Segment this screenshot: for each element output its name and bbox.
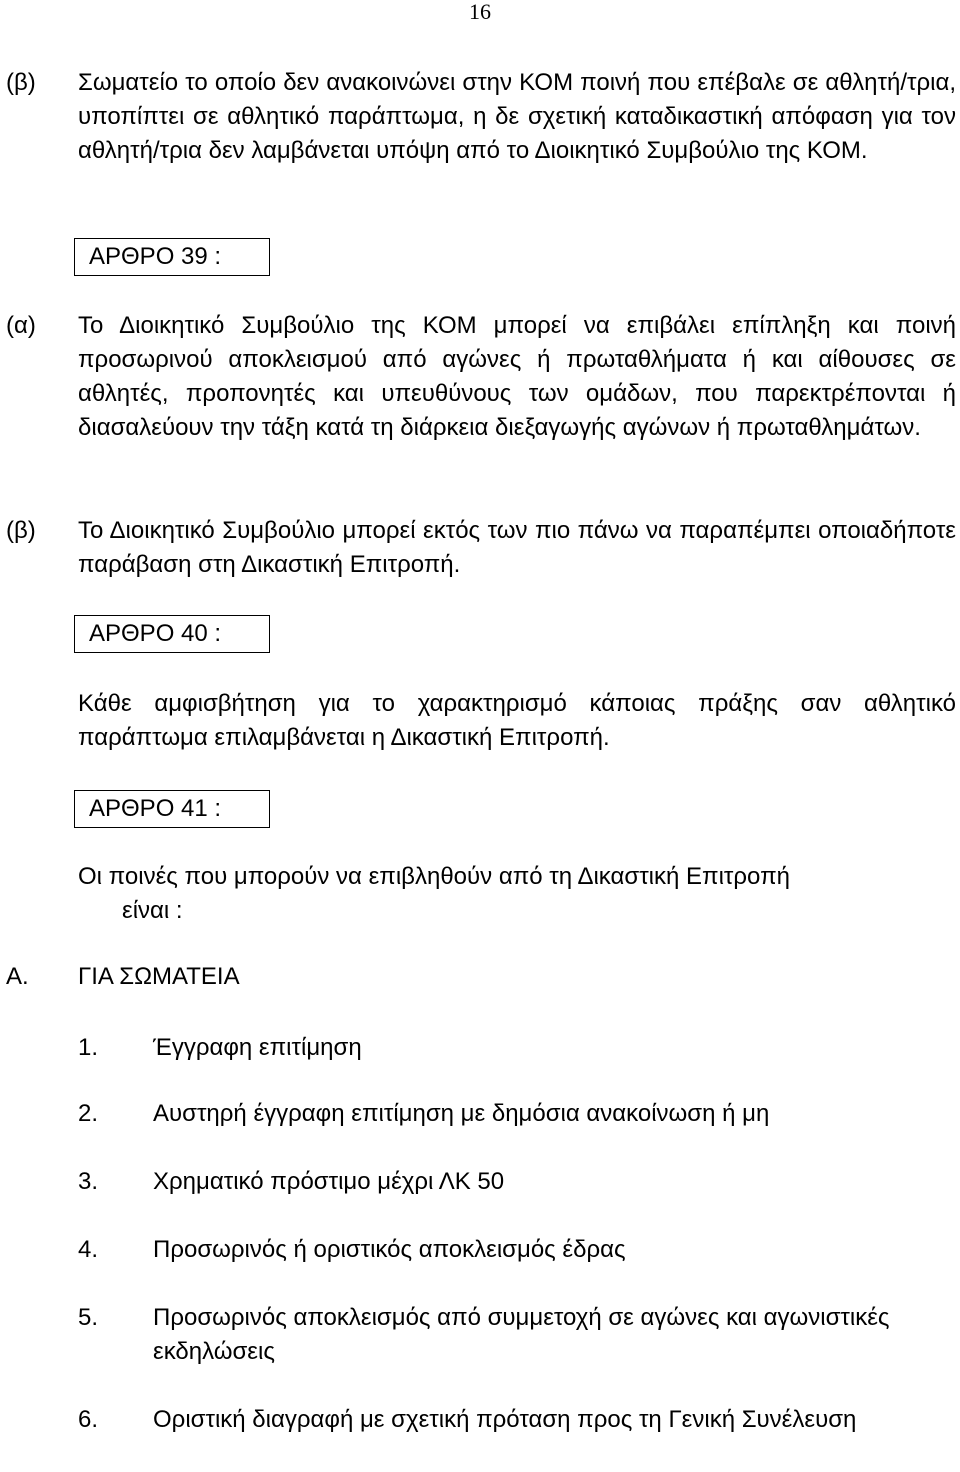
list-item <box>78 1097 956 1131</box>
section-label: Α. <box>6 963 29 990</box>
list-number: 4. <box>78 1236 99 1263</box>
paragraph-label: (α) <box>6 312 36 339</box>
list-item <box>78 1403 956 1471</box>
list-text: Οριστική διαγραφή με σχετική πρόταση προς τη Γενική Συνέλευση <box>153 1406 857 1433</box>
list-number: 3. <box>78 1168 99 1195</box>
article-41-intro <box>0 860 960 930</box>
list-text: Χρηματικό πρόστιμο μέχρι ΛΚ 50 <box>153 1168 505 1195</box>
paragraph-text: Σωματείο το οποίο δεν ανακοινώνει στην ΚΟΜ ποινή που επέβαλε σε αθλητή/τρια, υποπίπτει σε αθλητικό παράπτωμα, η δε σχετική καταδικαστική απόφαση για τον αθλητή/τρια δεν λαμβάνεται υπόψη από το Διοικητικό Συμβούλιο της ΚΟΜ. <box>78 69 956 164</box>
article-39-paragraph-b <box>0 514 960 584</box>
list-text: Προσωρινός αποκλεισμός από συμμετοχή σε αγώνες και αγωνιστικές εκδηλώσεις <box>153 1304 890 1365</box>
list-text: Αυστηρή έγγραφη επιτίμηση με δημόσια ανακοίνωση ή μη <box>153 1100 770 1127</box>
list-number: 1. <box>78 1034 99 1061</box>
paragraph-text: Κάθε αμφισβήτηση για το χαρακτηρισμό κάποιας πράξης σαν αθλητικό παράπτωμα επιλαμβάνεται η Δικαστική Επιτροπή. <box>78 690 956 751</box>
page-number: 16 <box>469 0 491 24</box>
article-39-heading: ΑΡΘΡΟ 39 : <box>74 238 270 276</box>
intro-line-2: είναι : <box>122 897 183 924</box>
paragraph-text <box>78 860 956 928</box>
list-text: Έγγραφη επιτίμηση <box>153 1034 362 1061</box>
paragraph-label: (β) <box>6 69 36 96</box>
list-item <box>78 1031 956 1065</box>
paragraph-label: (β) <box>6 517 36 544</box>
list-number: 5. <box>78 1304 99 1331</box>
article-40-paragraph <box>0 687 960 757</box>
intro-line-1: Οι ποινές που μπορούν να επιβληθούν από τη Δικαστική Επιτροπή <box>78 863 790 890</box>
section-title: ΓΙΑ ΣΩΜΑΤΕΙΑ <box>78 963 240 990</box>
list-text: Προσωρινός ή οριστικός αποκλεισμός έδρας <box>153 1236 626 1263</box>
paragraph-text: Το Διοικητικό Συμβούλιο της ΚΟΜ μπορεί να επιβάλει επίπληξη και ποινή προσωρινού αποκλεισμού από αγώνες ή πρωταθλήματα ή και αίθουσες σε αθλητές, προπονητές και υπευθύνους των ομάδων, που παρεκτρέπονται ή διασαλεύουν την τάξη κατά τη διάρκεια διεξαγωγής αγώνων ή πρωταθλημάτων. <box>78 312 956 441</box>
article-40-heading: ΑΡΘΡΟ 40 : <box>74 615 270 653</box>
article-41-heading: ΑΡΘΡΟ 41 : <box>74 790 270 828</box>
list-number: 2. <box>78 1100 99 1127</box>
paragraph-text: Το Διοικητικό Συμβούλιο μπορεί εκτός των πιο πάνω να παραπέμπει οποιαδήποτε παράβαση στη Δικαστική Επιτροπή. <box>78 517 956 578</box>
list-item <box>78 1233 956 1267</box>
list-number: 6. <box>78 1406 99 1433</box>
list-item <box>78 1301 956 1371</box>
list-item <box>78 1165 956 1199</box>
article-39-paragraph-a <box>0 309 960 479</box>
paragraph-b-top <box>0 66 960 206</box>
